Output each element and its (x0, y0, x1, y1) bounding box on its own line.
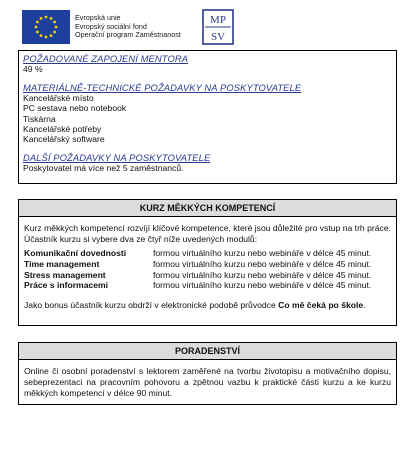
eu-line: Evropská unie (75, 13, 121, 22)
section-title-other: DALŠÍ POŽADAVKY NA POSKYTOVATELE (23, 152, 211, 164)
course-box (18, 199, 397, 326)
section-title-technical: MATERIÁLNĚ-TECHNICKÉ POŽADAVKY NA POSKYTOVATELE (23, 82, 302, 94)
section-title-mentor: POŽADOVANÉ ZAPOJENÍ MENTORA (23, 53, 189, 64)
module-desc: formou virtuálního kurzu nebo webináře v délce 45 minut. (153, 269, 372, 280)
counseling-box (18, 342, 397, 405)
course-heading: KURZ MĚKKÝCH KOMPETENCÍ (19, 200, 396, 217)
eu-flag-logo (22, 10, 70, 44)
technical-item: PC sestava nebo notebook (23, 103, 127, 114)
course-intro: Kurz měkkých kompetencí rozvíjí klíčové kompetence, které jsou důležité pro vstup na trh práce. Účastník kurzu si vybere dva ze čtyř níže uvedených modulů: (24, 223, 391, 244)
course-bonus (19, 300, 396, 311)
bonus-text: Jako bonus účastník kurzu obdrží v elektronické podobě průvodce (24, 300, 279, 311)
counseling-text: Online či osobní poradenství s lektorem zaměřené na tvorbu životopisu a motivačního dopisu, sebeprezentaci na pracovním pohovoru a zpětnou vazbu k praktické části kurzu a ke kurzu měkkých kompetencí v délce 90 minut. (24, 366, 391, 398)
module-desc: formou virtuálního kurzu nebo webináře v délce 45 minut. (153, 280, 372, 291)
mentor-value: 49 % (23, 64, 43, 74)
module-list (19, 248, 396, 291)
bonus-guide-title: Co mě čeká po škole (278, 300, 364, 311)
technical-item: Kancelářské potřeby (23, 123, 102, 134)
mpsv-logo (202, 9, 234, 45)
module-row (24, 259, 391, 270)
module-desc: formou virtuálního kurzu nebo webináře v délce 45 minut. (153, 258, 372, 269)
module-name: Práce s informacemi (24, 280, 109, 291)
eu-text-block (75, 14, 181, 40)
esf-line: Evropský sociální fond (75, 21, 147, 31)
svg-text:SV: SV (210, 31, 226, 43)
technical-item: Tiskárna (23, 113, 56, 124)
counseling-heading: PORADENSTVÍ (19, 343, 396, 360)
op-line: Operační program Zaměstnanost (75, 30, 181, 40)
module-row (24, 280, 391, 291)
other-requirement: Poskytovatel má více než 5 zaměstnanců. (23, 163, 184, 174)
module-name: Stress management (24, 269, 106, 280)
technical-item: Kancelářský software (23, 134, 105, 145)
module-row (24, 270, 391, 281)
module-name: Komunikační dovednosti (24, 248, 127, 258)
requirements-box (18, 50, 397, 184)
page-header (22, 6, 394, 48)
module-row (24, 248, 391, 259)
technical-item: Kancelářské místo (23, 93, 94, 104)
module-desc: formou virtuálního kurzu nebo webináře v délce 45 minut. (153, 248, 372, 258)
svg-text:MP: MP (210, 14, 226, 26)
module-name: Time management (24, 258, 100, 269)
bonus-end: . (363, 300, 366, 311)
